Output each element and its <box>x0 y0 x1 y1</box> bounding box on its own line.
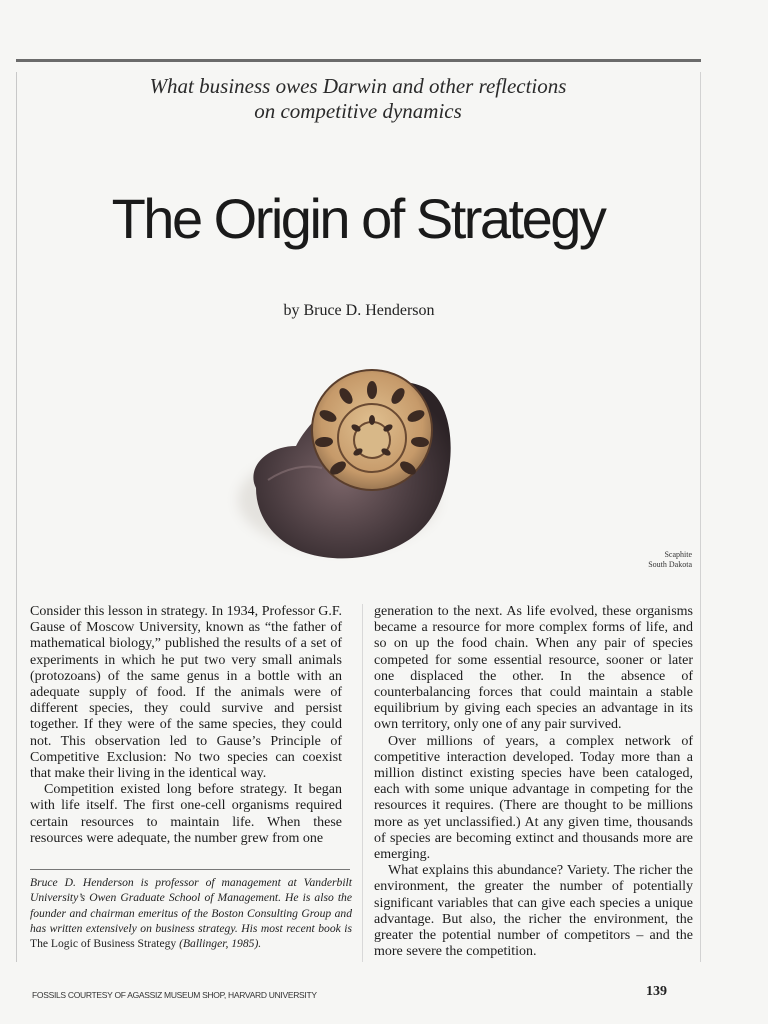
image-caption <box>648 550 692 570</box>
body-column-left <box>30 604 342 847</box>
article-title: The Origin of Strategy <box>111 187 605 250</box>
paragraph: Over millions of years, a complex network of competitive interaction developed. Today more than a million distinct existing species have been cataloged, each with some unique advantage in competing for the resources it requires. (There are thought to be millions more as yet unclassified.) At any given time, thousands of species are becoming extinct and thousands more are emerging. <box>374 733 693 863</box>
left-rule <box>16 72 17 962</box>
subtitle-line-1: What business owes Darwin and other reflections <box>149 74 567 98</box>
paragraph: generation to the next. As life evolved, these organisms became a resource for more complex forms of life, and so on up the food chain. When any pair of species competed for some essential resource, sooner or later one displaced the other. In the absence of counterbalancing forces that could maintain a stable equilibrium by giving each species an advantage in its own territory, only one of any pair survived. <box>374 604 693 733</box>
right-rule <box>700 72 701 962</box>
bio-text: Bruce D. Henderson is professor of management at Vanderbilt University’s Owen Graduate School of Management. He is also the founder and chairman emeritus of the Boston Consulting Group and has written extensively on business strategy. His most recent book is <box>30 876 352 935</box>
ammonite-fossil-icon <box>226 368 460 568</box>
author-bio <box>30 875 352 951</box>
caption-specimen: Scaphite <box>664 550 692 559</box>
paragraph: Competition existed long before strategy. It began with life itself. The first one-cell organisms required certain resources to maintain life. When these resources were adequate, the number grew from one <box>30 782 342 846</box>
article-subtitle <box>60 74 656 124</box>
photo-credit: FOSSILS COURTESY OF AGASSIZ MUSEUM SHOP, HARVARD UNIVERSITY <box>32 990 317 1000</box>
byline: by Bruce D. Henderson <box>283 302 435 319</box>
bio-publisher: (Ballinger, 1985). <box>176 937 262 951</box>
subtitle-line-2: on competitive dynamics <box>254 99 462 123</box>
paragraph: Consider this lesson in strategy. In 1934, Professor G.F. Gause of Moscow University, known as “the father of mathematical biology,” published the results of a set of experiments in which he put two very small animals (protozoans) of the same genus in a bottle with an adequate supply of food. If the animals were of different species, they could survive and persist together. If they were of the same species, they could not. This observation led to Gause’s Principle of Competitive Exclusion: No two species can coexist that make their living in the identical way. <box>30 604 342 782</box>
paragraph: What explains this abundance? Variety. The richer the environment, the greater the number of potentially significant variables that can give each species a unique advantage. But also, the richer the environment, the greater the potential number of competitors – and the more severe the competition. <box>374 863 693 960</box>
top-rule <box>16 59 701 62</box>
body-column-right <box>374 604 693 960</box>
caption-location: South Dakota <box>648 560 692 569</box>
bio-rule <box>30 869 350 870</box>
bio-book-title: The Logic of Business Strategy <box>30 937 177 951</box>
column-divider <box>362 604 363 962</box>
page-number: 139 <box>646 984 667 999</box>
